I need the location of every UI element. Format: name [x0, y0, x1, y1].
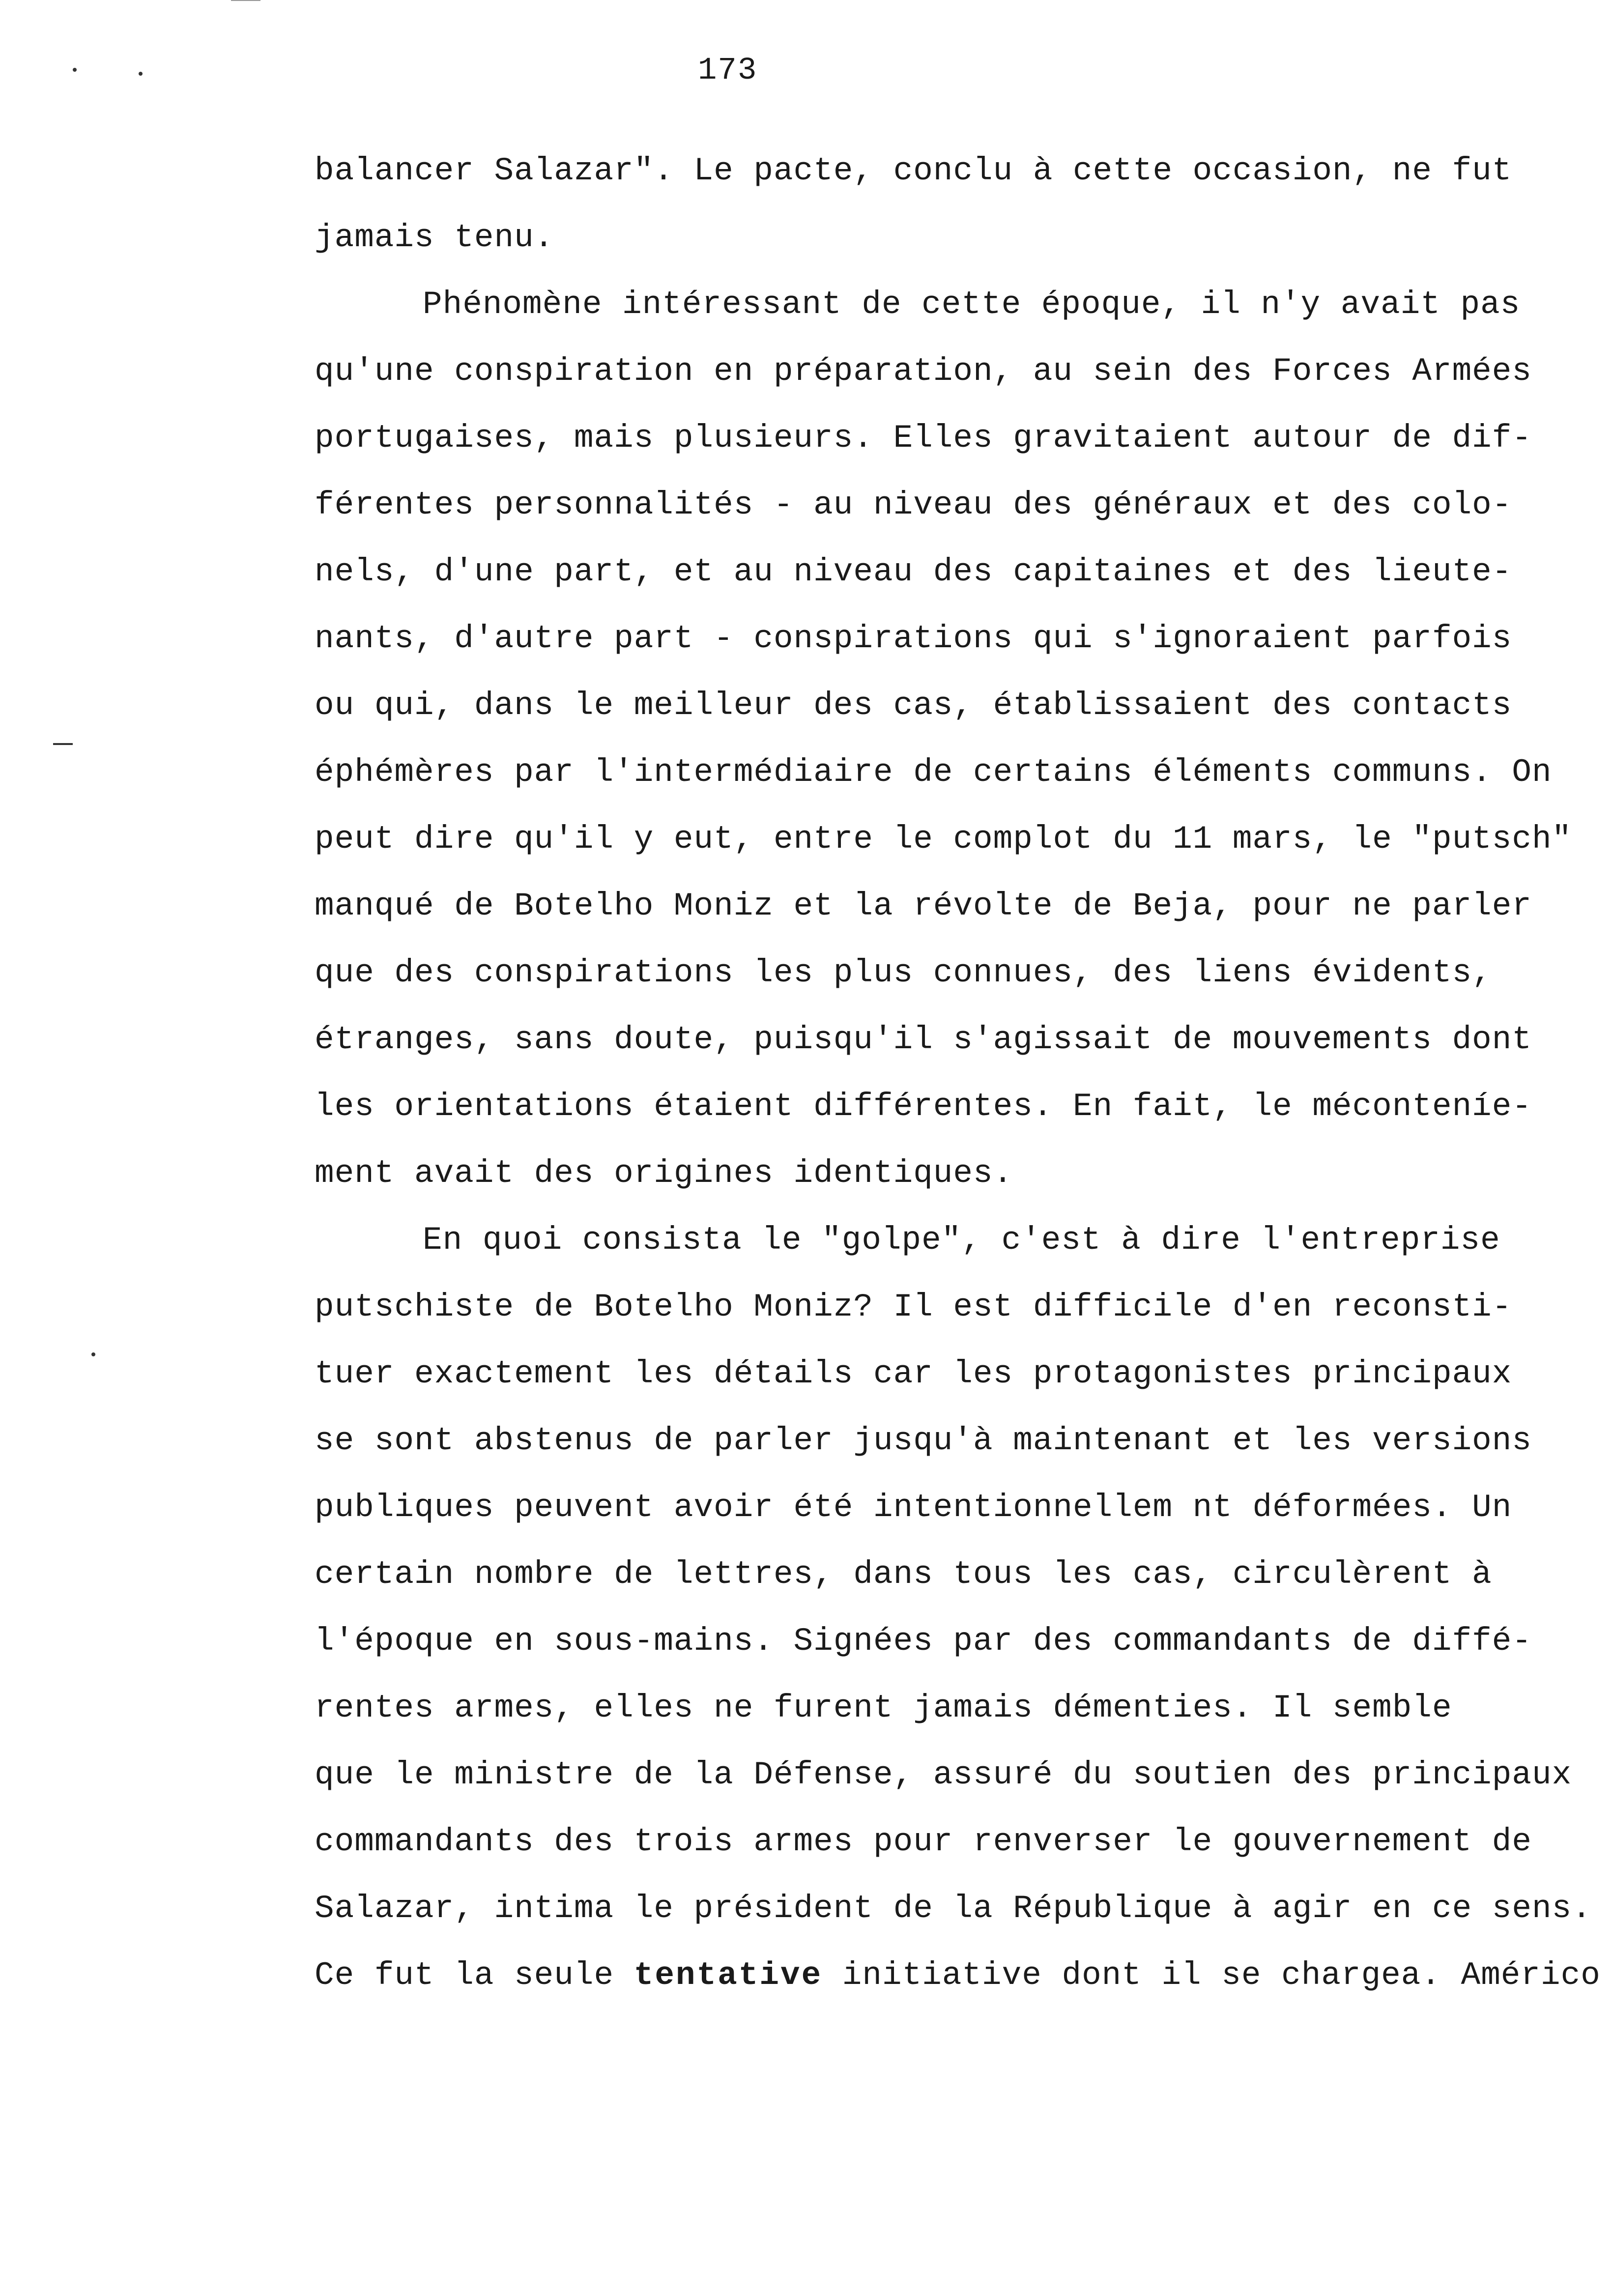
margin-mark — [139, 72, 143, 76]
text-line: portugaises, mais plusieurs. Elles gravitaient autour de dif- — [315, 420, 1532, 457]
margin-mark — [231, 0, 260, 1]
text-line-last — [315, 1942, 1612, 2009]
text-line: commandants des trois armes pour renverser le gouvernement de — [315, 1823, 1532, 1860]
text-line: se sont abstenus de parler jusqu'à maintenant et les versions — [315, 1422, 1532, 1459]
text-fragment: initiative dont il se chargea. Américo — [842, 1957, 1601, 1994]
text-line: putschiste de Botelho Moniz? Il est difficile d'en reconsti- — [315, 1289, 1512, 1325]
page-number: 173 — [698, 53, 758, 88]
text-line: manqué de Botelho Moniz et la révolte de Beja, pour ne parler — [315, 888, 1532, 924]
text-fragment: Ce fut la seule — [315, 1957, 614, 1994]
body-text — [315, 138, 1612, 2009]
margin-mark — [91, 1352, 95, 1356]
text-line: jamais tenu. — [315, 219, 554, 256]
margin-mark — [73, 68, 77, 72]
text-line: Salazar, intima le président de la République à agir en ce sens. — [315, 1890, 1592, 1927]
text-line: ment avait des origines identiques. — [315, 1155, 1013, 1192]
text-line: férentes personnalités - au niveau des généraux et des colo- — [315, 487, 1512, 523]
text-line: l'époque en sous-mains. Signées par des commandants de diffé- — [315, 1623, 1532, 1660]
text-line: étranges, sans doute, puisqu'il s'agissait de mouvements dont — [315, 1021, 1532, 1058]
text-line: qu'une conspiration en préparation, au sein des Forces Armées — [315, 353, 1532, 390]
text-line: publiques peuvent avoir été intentionnellem nt déformées. Un — [315, 1489, 1512, 1526]
text-line: nels, d'une part, et au niveau des capitaines et des lieute- — [315, 553, 1512, 590]
text-line: Phénomène intéressant de cette époque, il n'y avait pas — [423, 286, 1521, 323]
text-line: tuer exactement les détails car les protagonistes principaux — [315, 1355, 1512, 1392]
text-line: ou qui, dans le meilleur des cas, établissaient des contacts — [315, 687, 1512, 724]
text-line: les orientations étaient différentes. En fait, le méconteníe- — [315, 1088, 1532, 1125]
struck-word: tentative — [633, 1957, 823, 1994]
text-line: peut dire qu'il y eut, entre le complot du 11 mars, le "putsch" — [315, 821, 1572, 858]
text-line: nants, d'autre part - conspirations qui s'ignoraient parfois — [315, 620, 1512, 657]
text-line: certain nombre de lettres, dans tous les cas, circulèrent à — [315, 1556, 1492, 1593]
text-line: balancer Salazar". Le pacte, conclu à cette occasion, ne fut — [315, 152, 1512, 189]
text-line: que des conspirations les plus connues, des liens évidents, — [315, 954, 1492, 991]
text-line: éphémères par l'intermédiaire de certains éléments communs. On — [315, 754, 1552, 791]
text-line: En quoi consista le "golpe", c'est à dire l'entreprise — [423, 1222, 1500, 1259]
margin-mark — [53, 743, 73, 745]
text-line: que le ministre de la Défense, assuré du soutien des principaux — [315, 1756, 1572, 1793]
text-line: rentes armes, elles ne furent jamais démenties. Il semble — [315, 1690, 1452, 1726]
